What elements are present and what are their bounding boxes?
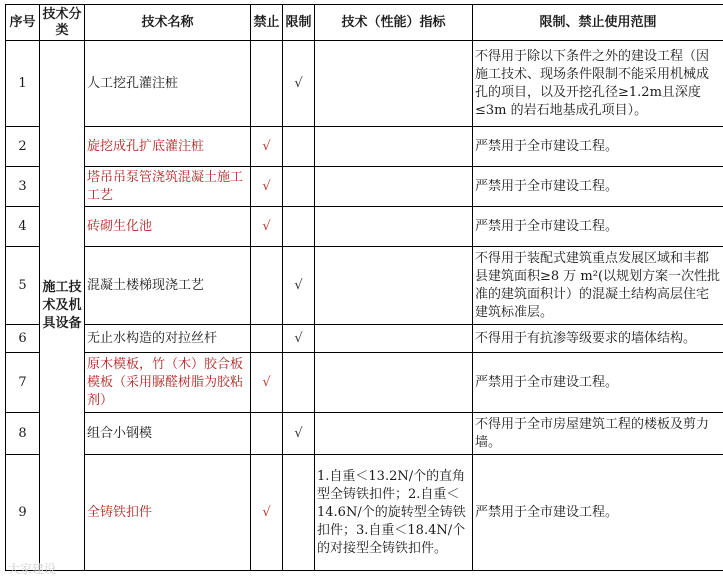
row-limit-mark: √ — [283, 325, 315, 353]
row-name: 混凝土楼梯现浇工艺 — [85, 247, 251, 325]
row-seq: 2 — [6, 127, 40, 167]
row-metric — [315, 207, 473, 247]
row-name: 组合小钢模 — [85, 413, 251, 455]
table-row — [6, 413, 723, 455]
row-ban-mark — [251, 247, 283, 325]
row-seq: 1 — [6, 41, 40, 127]
row-limit-mark — [283, 167, 315, 207]
row-seq: 9 — [6, 455, 40, 571]
row-name: 无止水构造的对拉丝杆 — [85, 325, 251, 353]
row-ban-mark: √ — [251, 353, 283, 413]
header-row — [6, 5, 723, 41]
table-row — [6, 325, 723, 353]
header-ban: 禁止 — [251, 5, 283, 41]
row-metric — [315, 247, 473, 325]
row-name: 砖砌生化池 — [85, 207, 251, 247]
row-seq: 4 — [6, 207, 40, 247]
row-ban-mark — [251, 325, 283, 353]
row-scope: 严禁用于全市建设工程。 — [473, 353, 723, 413]
header-metric: 技术（性能）指标 — [315, 5, 473, 41]
row-ban-mark — [251, 41, 283, 127]
row-ban-mark: √ — [251, 455, 283, 571]
header-limit: 限制 — [283, 5, 315, 41]
row-name: 人工挖孔灌注桩 — [85, 41, 251, 127]
row-scope: 严禁用于全市建设工程。 — [473, 455, 723, 571]
row-seq: 7 — [6, 353, 40, 413]
header-scope: 限制、禁止使用范围 — [473, 5, 723, 41]
header-category: 技术分类 — [40, 5, 85, 41]
row-seq: 5 — [6, 247, 40, 325]
row-scope: 不得用于装配式建筑重点发展区域和丰都县建筑面积≥8 万 m²(以规划方案一次性批准的建筑面积计）的混凝土结构高层住宅建筑标准层。 — [473, 247, 723, 325]
row-name: 全铸铁扣件 — [85, 455, 251, 571]
table-row — [6, 167, 723, 207]
row-ban-mark: √ — [251, 207, 283, 247]
row-limit-mark — [283, 353, 315, 413]
row-metric — [315, 167, 473, 207]
row-scope: 不得用于除以下条件之外的建设工程（因施工技术、现场条件限制不能采用机械成孔的项目，以及开挖孔径≥1.2m且深度≤3m 的岩石地基成孔项目）。 — [473, 41, 723, 127]
table-row — [6, 127, 723, 167]
row-name: 旋挖成孔扩底灌注桩 — [85, 127, 251, 167]
row-metric — [315, 413, 473, 455]
row-ban-mark: √ — [251, 167, 283, 207]
row-limit-mark: √ — [283, 41, 315, 127]
row-scope: 不得用于全市房屋建筑工程的楼板及剪力墙。 — [473, 413, 723, 455]
row-ban-mark: √ — [251, 127, 283, 167]
row-scope: 严禁用于全市建设工程。 — [473, 127, 723, 167]
table-row — [6, 247, 723, 325]
row-limit-mark — [283, 127, 315, 167]
table-row — [6, 353, 723, 413]
row-scope: 严禁用于全市建设工程。 — [473, 167, 723, 207]
table-row — [6, 455, 723, 571]
row-metric: 1.自重＜13.2N/个的直角型全铸铁扣件；2.自重＜14.6N/个的旋转型全铸铁扣件；3.自重＜18.4N/个的对接型全铸铁扣件。 — [315, 455, 473, 571]
table-row — [6, 41, 723, 127]
header-name: 技术名称 — [85, 5, 251, 41]
row-limit-mark — [283, 455, 315, 571]
row-seq: 6 — [6, 325, 40, 353]
row-metric — [315, 353, 473, 413]
table-row — [6, 207, 723, 247]
row-name: 原木模板，竹（木）胶合板模板（采用脲醛树脂为胶粘剂） — [85, 353, 251, 413]
row-metric — [315, 127, 473, 167]
row-ban-mark — [251, 413, 283, 455]
row-limit-mark — [283, 207, 315, 247]
row-scope: 不得用于有抗渗等级要求的墙体结构。 — [473, 325, 723, 353]
restriction-table — [5, 4, 723, 571]
row-metric — [315, 41, 473, 127]
row-name: 塔吊吊泵管浇筑混凝土施工工艺 — [85, 167, 251, 207]
row-metric — [315, 325, 473, 353]
category-cell: 施工技术及机具设备 — [40, 41, 85, 571]
row-limit-mark: √ — [283, 247, 315, 325]
row-seq: 8 — [6, 413, 40, 455]
header-seq: 序号 — [6, 5, 40, 41]
row-limit-mark: √ — [283, 413, 315, 455]
row-seq: 3 — [6, 167, 40, 207]
watermark-logo: 大家建设 — [8, 562, 57, 576]
row-scope: 严禁用于全市建设工程。 — [473, 207, 723, 247]
